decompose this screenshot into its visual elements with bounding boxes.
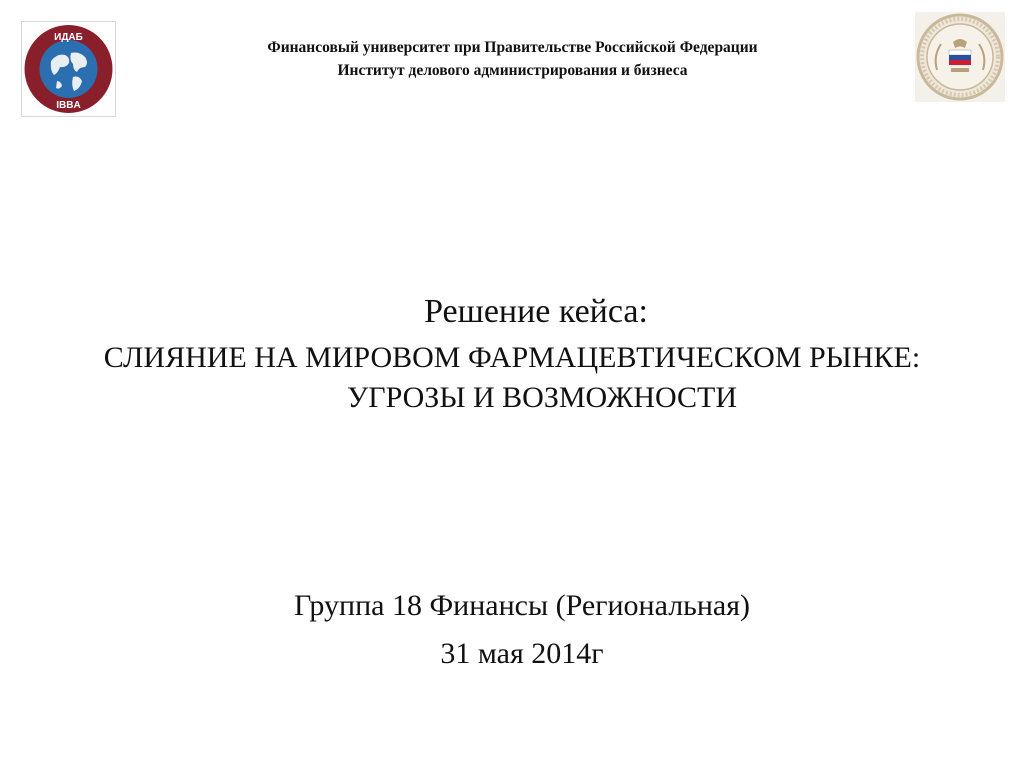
university-seal (915, 12, 1005, 102)
university-name: Финансовый университет при Правительстве Российской Федерации (267, 39, 758, 56)
group-name: Группа 18 Финансы (Региональная) (293, 589, 751, 622)
case-title: Решение кейса: (424, 293, 648, 330)
university-seal-icon (915, 12, 1005, 102)
presentation-footer (0, 582, 1024, 678)
idab-logo (21, 21, 116, 117)
idab-logo-label-top: ИДАБ (54, 32, 83, 43)
idab-logo-label-bottom: IBBA (56, 100, 81, 111)
idab-logo-icon (21, 21, 116, 117)
case-subtitle (20, 338, 1024, 418)
header-title (140, 36, 885, 82)
case-subtitle-line2: УГРОЗЫ И ВОЗМОЖНОСТИ (346, 381, 738, 414)
case-title-block (20, 290, 1024, 418)
institute-name: Институт делового администрирования и бизнеса (337, 62, 688, 79)
case-subtitle-line1: СЛИЯНИЕ НА МИРОВОМ ФАРМАЦЕВТИЧЕСКОМ РЫНКЕ: (103, 341, 921, 374)
presentation-date: 31 мая 2014г (440, 637, 604, 670)
